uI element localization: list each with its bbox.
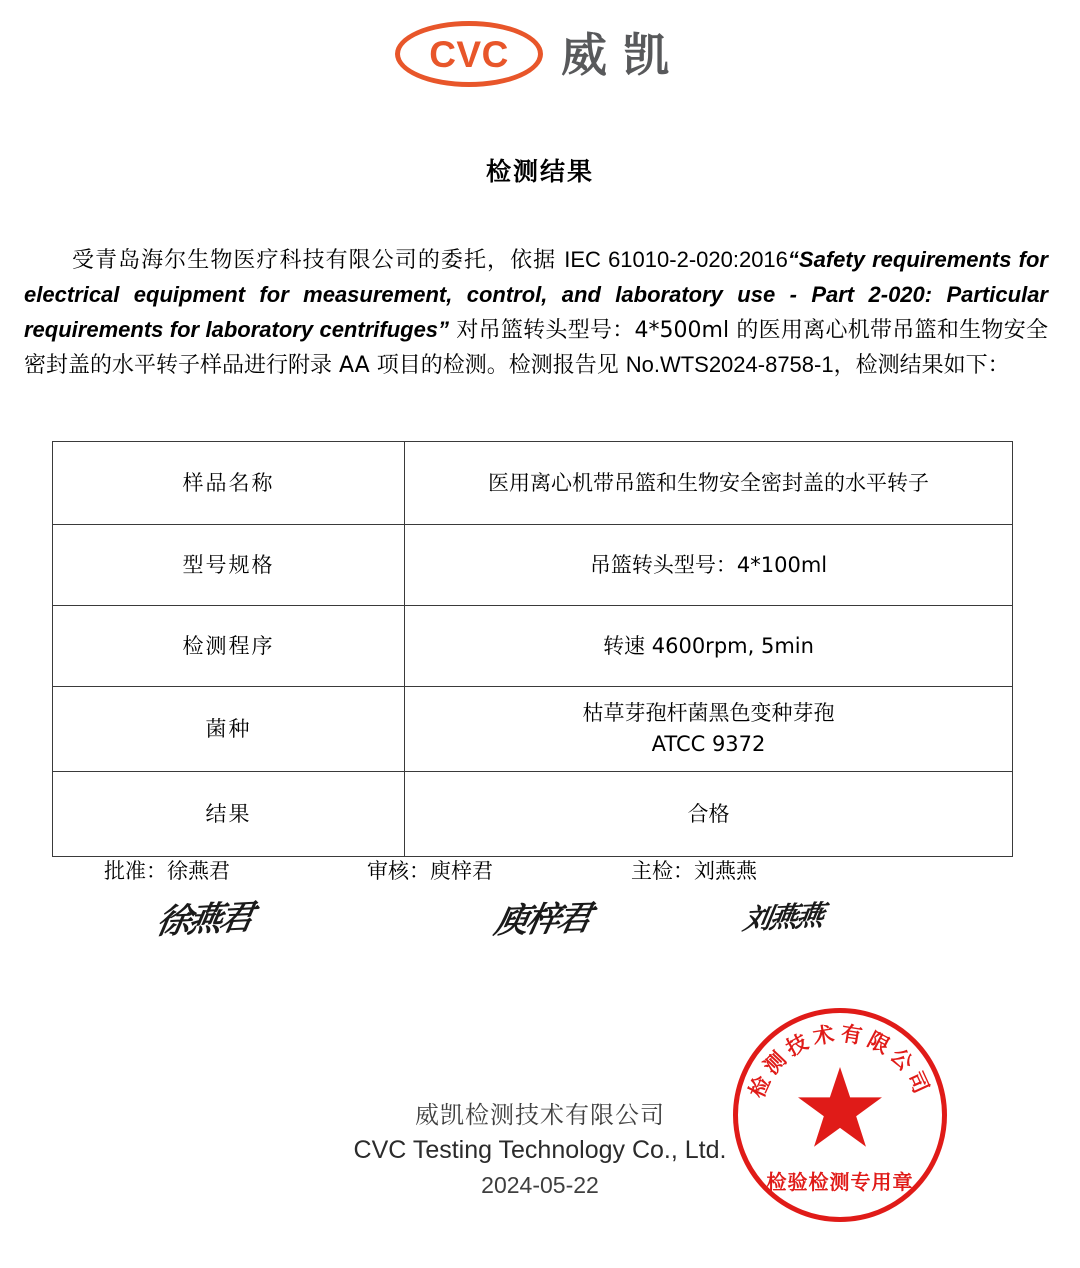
row-value — [405, 606, 1013, 687]
row-value-line-secondary: ATCC 9372 — [651, 732, 766, 756]
row-label: 检测程序 — [53, 606, 405, 687]
issue-date: 2024-05-22 — [481, 1172, 599, 1198]
reviewer-label: 审核：庾梓君 — [367, 859, 493, 883]
paragraph-tail: ，检测结果如下： — [833, 353, 1010, 378]
row-value-line: 吊篮转头型号：4*100ml — [589, 552, 828, 577]
quote-close: ” — [438, 317, 450, 342]
row-value — [405, 525, 1013, 606]
table-row — [53, 772, 1013, 857]
standard-title: Safety requirements for electrical equipment for measurement, control, and laboratory use - Part 2-020: Particular requirements for laboratory centrifuges — [24, 247, 1048, 342]
table-row — [53, 606, 1013, 687]
inspector-signature: 刘燕燕 — [740, 898, 825, 937]
table-row — [53, 442, 1013, 525]
company-name-en: CVC Testing Technology Co., Ltd. — [353, 1136, 727, 1164]
brand-name-cn: 威凯 — [561, 28, 685, 82]
test-results-table — [52, 441, 1013, 857]
row-value-line: 转速 4600rpm, 5min — [603, 633, 814, 658]
seal-arc-textpath: 检测技术有限公司 — [744, 1021, 936, 1102]
intro-paragraph — [24, 243, 1048, 383]
cvc-oval-logo-icon — [395, 21, 543, 87]
approver-signature: 徐燕君 — [153, 897, 255, 943]
standard-code: IEC 61010-2-020:2016 — [564, 247, 788, 272]
row-label: 样品名称 — [53, 442, 405, 525]
table-row — [53, 525, 1013, 606]
page-title: 检测结果 — [485, 157, 594, 186]
row-label: 结果 — [53, 772, 405, 857]
signature-label-row — [0, 855, 1080, 885]
reviewer-signature: 庾梓君 — [491, 898, 593, 942]
cvc-logo-text: CVC — [429, 33, 509, 75]
footer-company-block — [0, 1098, 1080, 1202]
report-number: No.WTS2024-8758-1 — [625, 352, 834, 377]
handwritten-signatures — [0, 890, 1080, 960]
paragraph-lead: 受青岛海尔生物医疗科技有限公司的委托，依据 — [72, 248, 565, 273]
brand-logo — [0, 14, 1080, 94]
paragraph-middle: 对吊篮转头型号：4*500ml 的医用离心机带吊篮和生物安全密封盖的水平转子样品进行附录 AA 项目的检测。检测报告见 — [24, 318, 1048, 378]
row-label: 菌种 — [53, 687, 405, 772]
table-row — [53, 687, 1013, 772]
company-name-cn: 威凯检测技术有限公司 — [415, 1101, 665, 1129]
quote-open: “ — [787, 247, 799, 272]
row-value-line: 合格 — [687, 801, 730, 826]
row-value — [405, 442, 1013, 525]
inspector-label: 主检：刘燕燕 — [631, 859, 757, 883]
seal-bottom-text: 检验检测专用章 — [766, 1170, 914, 1194]
row-value — [405, 687, 1013, 772]
row-value-line: 医用离心机带吊篮和生物安全密封盖的水平转子 — [488, 470, 929, 495]
approver-label: 批准：徐燕君 — [104, 859, 230, 883]
row-value-line: 枯草芽孢杆菌黑色变种芽孢 — [582, 701, 835, 725]
seal-arc-label — [745, 1021, 936, 1101]
row-label: 型号规格 — [53, 525, 405, 606]
row-value — [405, 772, 1013, 857]
